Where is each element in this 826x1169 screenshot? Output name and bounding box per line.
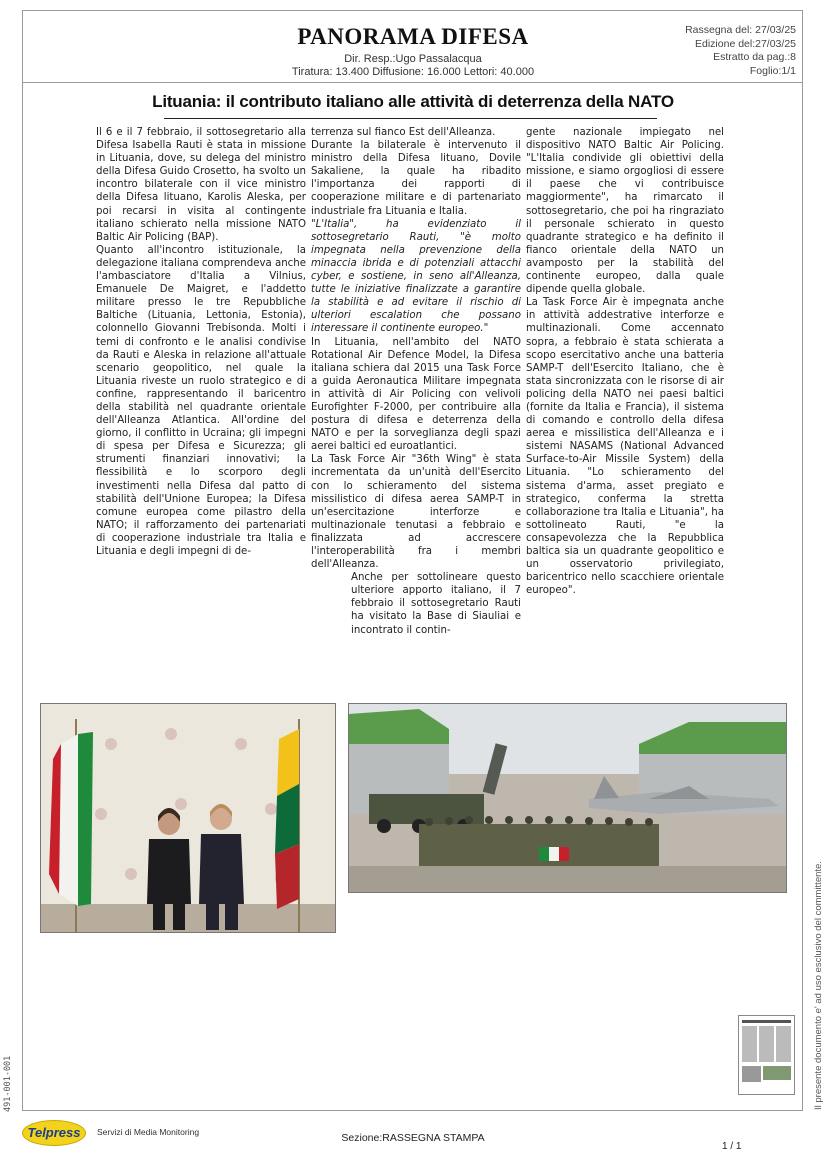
circulation-line: Tiratura: 13.400 Diffusione: 16.000 Lettori: 40.000 [291, 66, 535, 78]
page-number: 1 / 1 [722, 1141, 742, 1152]
document-code-text: 491-001-001 [3, 1055, 13, 1112]
paragraph: Quanto all'incontro istituzionale, la delegazione italiana comprendeva anche l'ambasciatore d'Italia a Vilnius, Emanuele De Maigret, e l'addetto militare presso le tre Repubbliche Baltiche (Lituania, Lettonia, Estonia), colonnello Giovanni Trebisonda. Molti i temi di confronto e le analisi condivise da Rauti e Aleska in relazione all'attuale scenario geopolitico, nel quale la Lituania riveste un ruolo strategico e di confine, rappresentando il baricentro della stabilità nel quadrante orientale dell'Alleanza Atlantica. All'ordine del giorno, il conflitto in Ucraina; gli impegni di spesa per Difesa e Sicurezza; gli strumenti finanziari innovativi; la flessibilità e lo scorporo degli investimenti nella Difesa dal patto di stabilità dell'Unione Europea; la Difesa comune europea come pilastro della NATO; il rafforzamento dei partenariati di cooperazione industriale tra Italia e Lituania e degli impegni di de- [96, 244, 307, 557]
logo-text: Telpress [27, 1125, 81, 1140]
article-headline: Lituania: il contributo italiano alle attività di deterrenza della NATO [152, 92, 674, 111]
disclaimer-text: Il presente documento e' ad uso esclusivo del committente. [813, 861, 824, 1110]
paragraph: gente nazionale impiegato nel dispositivo NATO Baltic Air Policing. "L'Italia condivide gli obiettivi della missione, e siamo orgogliosi di essere il paese che vi contribuisce maggiormente", ha rimarcato il sottosegretario, che poi ha ringraziato il personale schierato in questo quadrante strategico e ha definito il fianco orientale della NATO un avamposto per la stabilità del continente europeo, dalla quale dipende quella globale. [526, 127, 724, 296]
foglio: Foglio:1/1 [749, 64, 796, 77]
article-column-1 [96, 126, 306, 558]
director-line: Dir. Resp.:Ugo Passalacqua [344, 53, 482, 65]
service-label: Servizi di Media Monitoring [97, 1127, 200, 1137]
photo-air-base [348, 703, 787, 893]
estratto-page: Estratto da pag.:8 [713, 51, 796, 63]
paragraph: Durante la bilaterale è intervenuto il ministro della Difesa lituano, Dovile Sakaliene, la quale ha ribadito l'importanza dei rapporti di cooperazione militare e di partenariato industriale fra Lituania e Italia. [311, 140, 521, 217]
photo-meeting [40, 703, 336, 933]
photo-air-base-illustration [349, 704, 786, 892]
section-label: Sezione:RASSEGNA STAMPA [341, 1132, 485, 1144]
paragraph: Anche per sottolineare questo ulteriore apporto italiano, il 7 febbraio il sottosegretario Rauti ha visitato la Base di Siauliai e incontrato il contin- [351, 572, 521, 636]
paragraph: "L'Italia", ha evidenziato il sottosegretario Rauti, "è molto impegnata nella prevenzione della minaccia ibrida e di potenziali attacchi cyber, e sostiene, in seno all'Alleanza, tutte le iniziative finalizzate a garantire la stabilità e ad evitare il rischio di ulteriori escalation che possano interessare il continente europeo." [311, 218, 521, 335]
header-divider [22, 82, 803, 83]
paragraph: In Lituania, nell'ambito del NATO Rotational Air Defence Model, la Difesa italiana schiera dal 2015 una Task Force a guida Aeronautica Militare impegnata in attività di Air Policing con velivoli Eurofighter F-2000, per contribuire alla postura di difesa e deterrenza della NATO e per la sorveglianza degli spazi aerei baltici ed euroatlantici. [311, 336, 521, 453]
paragraph: terrenza sul fianco Est dell'Alleanza. [311, 127, 496, 138]
edizione-date: Edizione del:27/03/25 [695, 37, 796, 50]
article-column-2 [311, 126, 521, 637]
paragraph: La Task Force Air è impegnata anche in attività addestrative interforze e multinazionali. Come accennato sopra, a febbraio è stata schierata a scopo esercitativo anche una batteria SAMP-T dell'Esercito Italiano, che è stata sincronizzata con le risorse di air policing della NATO nei paesi baltici (fornite da Italia e Francia), il sistema di comando e controllo della difesa aerea e missilistica dell'Alleanza e i sistemi NASAMS (National Advanced Surface-to-Air Missile System) della Lituania. "Lo schieramento del sistema d'arma, asset pregiato e strategico, conferma la stretta collaborazione tra Italia e Lituania", ha sottolineato Rauti, "e la consapevolezza che la Repubblica baltica sia un quadrante geopolitico e un osservatorio privilegiato, baricentrico nello scacchiere orientale europeo". [526, 297, 724, 597]
paragraph: La Task Force Air "36th Wing" è stata incrementata da un'unità dell'Esercito con lo schieramento del sistema missilistico di difesa aerea SAMP-T in un'esercitazione interforze e multinazionale tenutasi a febbraio e finalizzata ad accrescere l'interoperabilità fra i membri dell'Alleanza. [311, 454, 521, 571]
headline-rule [164, 118, 657, 119]
page-thumbnail [738, 1015, 795, 1095]
paragraph: Il 6 e il 7 febbraio, il sottosegretario alla Difesa Isabella Rauti è stata in missione in Lituania, dove, su delega del ministro della Difesa Guido Crosetto, ha svolto un incontro bilaterale con il vice ministro della Difesa lituano, Karolis Aleska, per poi recarsi in visita al contingente italiano schierato nella missione NATO Baltic Air Policing (BAP). [96, 127, 306, 243]
photo-meeting-illustration [41, 704, 335, 932]
article-column-3 [526, 126, 724, 597]
rassegna-date: Rassegna del: 27/03/25 [685, 24, 796, 36]
page-thumbnail-illustration [739, 1016, 794, 1094]
usage-disclaimer [813, 860, 826, 1110]
press-review-meta [685, 24, 796, 78]
document-code [3, 1050, 15, 1120]
masthead: PANORAMA DIFESA [297, 24, 529, 49]
